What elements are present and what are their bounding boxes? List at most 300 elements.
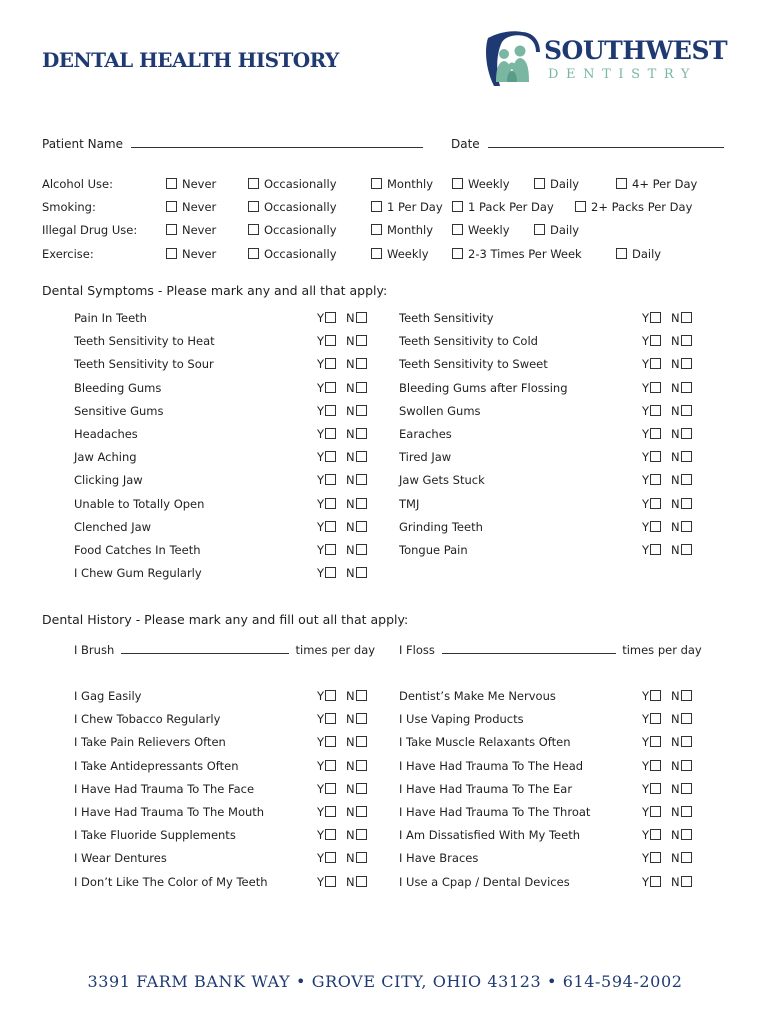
yes-no-pair <box>317 875 367 889</box>
no-checkbox[interactable] <box>681 760 692 771</box>
yes-label: Y <box>642 758 650 773</box>
yes-checkbox[interactable] <box>650 736 661 747</box>
no-checkbox[interactable] <box>681 852 692 863</box>
checkbox[interactable] <box>452 201 463 212</box>
logo-subtitle: DENTISTRY <box>548 67 698 82</box>
yes-label: Y <box>317 403 325 418</box>
symptoms-item: Bleeding Gums <box>74 380 162 395</box>
no-label: N <box>346 473 355 488</box>
yes-checkbox[interactable] <box>325 358 336 369</box>
floss-suffix: times per day <box>622 643 702 657</box>
yes-checkbox[interactable] <box>325 876 336 887</box>
habit-option[interactable] <box>166 177 216 191</box>
history-item: I Take Muscle Relaxants Often <box>399 735 571 750</box>
symptoms-item: Swollen Gums <box>399 403 481 418</box>
yes-no-pair <box>642 805 692 819</box>
no-checkbox[interactable] <box>681 544 692 555</box>
checkbox[interactable] <box>371 248 382 259</box>
history-item: I Use Vaping Products <box>399 712 524 727</box>
habit-option[interactable] <box>575 200 692 214</box>
habit-option[interactable] <box>371 177 433 191</box>
habit-option-label: Occasionally <box>264 223 337 237</box>
yes-checkbox[interactable] <box>325 474 336 485</box>
yes-label: Y <box>642 473 650 488</box>
yes-label: Y <box>317 543 325 557</box>
footer-address: 3391 FARM BANK WAY • GROVE CITY, OHIO 43123 • 614-594-2002 <box>87 972 683 991</box>
history-item: I Have Had Trauma To The Throat <box>399 805 591 819</box>
yes-label: Y <box>317 357 325 372</box>
no-label: N <box>346 496 355 511</box>
yes-checkbox[interactable] <box>650 358 661 369</box>
habit-option[interactable] <box>534 223 579 237</box>
checkbox[interactable] <box>534 178 545 189</box>
checkbox[interactable] <box>248 248 259 259</box>
no-checkbox[interactable] <box>681 690 692 701</box>
yes-no-pair <box>317 381 367 395</box>
habit-option[interactable] <box>371 200 443 214</box>
yes-no-pair <box>642 473 692 487</box>
tooth-family-icon <box>482 30 540 90</box>
yes-no-pair <box>642 381 692 395</box>
no-checkbox[interactable] <box>681 829 692 840</box>
yes-checkbox[interactable] <box>650 405 661 416</box>
yes-checkbox[interactable] <box>650 335 661 346</box>
symptoms-item: Headaches <box>74 427 138 441</box>
yes-no-pair <box>642 875 692 889</box>
no-label: N <box>671 450 680 465</box>
habit-option-label: Never <box>182 223 217 237</box>
no-label: N <box>346 357 355 372</box>
form-title: DENTAL HEALTH HISTORY <box>42 48 339 72</box>
habit-option[interactable] <box>248 247 337 261</box>
checkbox[interactable] <box>166 201 177 212</box>
yes-label: Y <box>642 712 650 727</box>
floss-label: I Floss <box>399 643 435 657</box>
no-label: N <box>671 311 680 325</box>
yes-no-pair <box>642 759 692 773</box>
history-item: I Am Dissatisfied With My Teeth <box>399 828 580 843</box>
symptoms-item: Clenched Jaw <box>74 519 152 534</box>
symptoms-item: Teeth Sensitivity to Sour <box>74 357 214 372</box>
yes-checkbox[interactable] <box>325 829 336 840</box>
logo-name: SOUTHWEST <box>544 36 728 65</box>
no-label: N <box>671 712 680 727</box>
checkbox[interactable] <box>534 224 545 235</box>
yes-no-pair <box>642 828 692 842</box>
yes-checkbox[interactable] <box>325 498 336 509</box>
yes-label: Y <box>317 758 325 773</box>
symptoms-item: Clicking Jaw <box>74 473 143 488</box>
yes-label: Y <box>642 311 650 325</box>
yes-no-pair <box>642 450 692 464</box>
yes-checkbox[interactable] <box>650 498 661 509</box>
habit-option[interactable] <box>616 247 661 261</box>
checkbox[interactable] <box>166 178 177 189</box>
yes-no-pair <box>642 851 692 865</box>
yes-label: Y <box>642 450 650 465</box>
no-checkbox[interactable] <box>356 521 367 532</box>
yes-no-pair <box>642 520 692 534</box>
no-label: N <box>346 712 355 727</box>
yes-label: Y <box>317 450 325 465</box>
yes-checkbox[interactable] <box>325 760 336 771</box>
symptoms-heading: Dental Symptoms - Please mark any and all that apply: <box>42 283 388 298</box>
no-checkbox[interactable] <box>681 428 692 439</box>
floss-field <box>399 643 702 657</box>
history-item: I Have Had Trauma To The Ear <box>399 781 573 796</box>
checkbox[interactable] <box>166 224 177 235</box>
brush-input[interactable] <box>121 653 289 654</box>
symptoms-item: Bleeding Gums after Flossing <box>399 380 568 395</box>
yes-no-pair <box>642 497 692 511</box>
no-checkbox[interactable] <box>356 428 367 439</box>
no-label: N <box>346 566 355 581</box>
yes-checkbox[interactable] <box>650 876 661 887</box>
yes-checkbox[interactable] <box>325 690 336 701</box>
history-item: I Chew Tobacco Regularly <box>74 712 221 727</box>
history-item: I Take Fluoride Supplements <box>74 828 236 843</box>
yes-no-pair <box>317 689 367 703</box>
no-label: N <box>671 496 680 511</box>
symptoms-item: I Chew Gum Regularly <box>74 566 202 581</box>
checkbox[interactable] <box>166 248 177 259</box>
yes-checkbox[interactable] <box>650 806 661 817</box>
yes-checkbox[interactable] <box>650 428 661 439</box>
yes-no-pair <box>642 404 692 418</box>
symptoms-item: Tongue Pain <box>399 543 468 557</box>
no-checkbox[interactable] <box>356 382 367 393</box>
yes-checkbox[interactable] <box>650 521 661 532</box>
yes-label: Y <box>317 735 325 750</box>
yes-checkbox[interactable] <box>650 829 661 840</box>
no-checkbox[interactable] <box>356 876 367 887</box>
no-checkbox[interactable] <box>681 335 692 346</box>
no-checkbox[interactable] <box>681 405 692 416</box>
checkbox[interactable] <box>452 224 463 235</box>
symptoms-item: TMJ <box>399 496 420 511</box>
habit-option-label: Daily <box>632 247 662 261</box>
habit-option-label: Occasionally <box>264 247 337 261</box>
checkbox[interactable] <box>248 201 259 212</box>
yes-label: Y <box>642 334 650 349</box>
habit-option-label: Weekly <box>468 177 510 191</box>
yes-checkbox[interactable] <box>325 312 336 323</box>
checkbox[interactable] <box>371 224 382 235</box>
yes-no-pair <box>642 311 692 325</box>
no-checkbox[interactable] <box>356 852 367 863</box>
habit-option-label: Occasionally <box>264 200 337 214</box>
habit-option[interactable] <box>452 247 582 261</box>
no-checkbox[interactable] <box>356 451 367 462</box>
yes-no-pair <box>317 543 367 557</box>
no-label: N <box>671 334 680 349</box>
no-checkbox[interactable] <box>356 312 367 323</box>
no-label: N <box>671 828 680 843</box>
yes-no-pair <box>317 497 367 511</box>
yes-checkbox[interactable] <box>325 382 336 393</box>
yes-checkbox[interactable] <box>325 852 336 863</box>
symptoms-item: Unable to Totally Open <box>74 496 205 511</box>
no-checkbox[interactable] <box>356 544 367 555</box>
no-label: N <box>346 311 355 325</box>
no-label: N <box>346 543 355 557</box>
yes-no-pair <box>317 851 367 865</box>
history-item: I Use a Cpap / Dental Devices <box>399 874 570 889</box>
habit-option[interactable] <box>452 177 510 191</box>
yes-label: Y <box>317 311 325 325</box>
yes-checkbox[interactable] <box>325 544 336 555</box>
no-checkbox[interactable] <box>681 736 692 747</box>
no-checkbox[interactable] <box>356 690 367 701</box>
yes-no-pair <box>317 357 367 371</box>
yes-label: Y <box>642 427 650 441</box>
history-item: I Have Had Trauma To The Face <box>74 781 255 796</box>
history-item: I Have Had Trauma To The Head <box>399 758 584 773</box>
yes-no-pair <box>317 566 367 580</box>
habit-option[interactable] <box>534 177 579 191</box>
yes-label: Y <box>642 403 650 418</box>
yes-no-pair <box>317 759 367 773</box>
symptoms-item: Jaw Gets Stuck <box>399 473 485 488</box>
yes-label: Y <box>642 496 650 511</box>
symptoms-item: Earaches <box>399 427 452 441</box>
checkbox[interactable] <box>452 178 463 189</box>
history-item: I Have Had Trauma To The Mouth <box>74 805 265 819</box>
no-checkbox[interactable] <box>681 806 692 817</box>
yes-checkbox[interactable] <box>650 312 661 323</box>
habit-option[interactable] <box>371 247 429 261</box>
no-checkbox[interactable] <box>356 405 367 416</box>
no-label: N <box>671 735 680 750</box>
yes-label: Y <box>317 712 325 727</box>
habit-option[interactable] <box>166 200 216 214</box>
habit-option-label: Never <box>182 247 217 261</box>
habit-option[interactable] <box>248 223 337 237</box>
habit-option[interactable] <box>248 200 337 214</box>
yes-no-pair <box>317 735 367 749</box>
brush-field <box>74 643 375 657</box>
yes-checkbox[interactable] <box>650 474 661 485</box>
yes-label: Y <box>317 380 325 395</box>
yes-label: Y <box>317 519 325 534</box>
yes-no-pair <box>317 311 367 325</box>
habit-option-label: 1 Per Day <box>387 200 443 214</box>
yes-checkbox[interactable] <box>325 736 336 747</box>
no-label: N <box>671 805 680 819</box>
symptoms-item: Teeth Sensitivity to Heat <box>74 334 215 349</box>
no-label: N <box>671 874 680 889</box>
habit-label: Smoking: <box>42 200 96 214</box>
yes-checkbox[interactable] <box>325 806 336 817</box>
habit-option-label: Monthly <box>387 223 434 237</box>
brush-label: I Brush <box>74 643 115 657</box>
symptoms-item: Pain In Teeth <box>74 311 147 325</box>
yes-no-pair <box>317 450 367 464</box>
history-item: I Take Pain Relievers Often <box>74 735 226 750</box>
floss-input[interactable] <box>442 653 616 654</box>
checkbox[interactable] <box>452 248 463 259</box>
date-label: Date <box>451 137 480 151</box>
yes-checkbox[interactable] <box>325 428 336 439</box>
no-label: N <box>346 874 355 889</box>
no-label: N <box>346 450 355 465</box>
checkbox[interactable] <box>616 178 627 189</box>
yes-checkbox[interactable] <box>325 451 336 462</box>
no-label: N <box>671 473 680 488</box>
yes-label: Y <box>317 473 325 488</box>
no-checkbox[interactable] <box>681 713 692 724</box>
habit-label: Illegal Drug Use: <box>42 223 138 237</box>
brush-suffix: times per day <box>295 643 376 657</box>
habit-label: Alcohol Use: <box>42 177 113 191</box>
habit-option-label: Never <box>182 177 217 191</box>
no-checkbox[interactable] <box>356 829 367 840</box>
no-label: N <box>671 543 680 557</box>
no-label: N <box>346 735 355 750</box>
symptoms-item: Teeth Sensitivity <box>399 311 494 325</box>
checkbox[interactable] <box>616 248 627 259</box>
no-checkbox[interactable] <box>356 358 367 369</box>
no-label: N <box>346 689 355 703</box>
yes-no-pair <box>642 782 692 796</box>
no-checkbox[interactable] <box>356 474 367 485</box>
yes-label: Y <box>642 851 650 866</box>
yes-checkbox[interactable] <box>325 405 336 416</box>
patient-name-field <box>42 137 423 151</box>
yes-label: Y <box>642 874 650 889</box>
checkbox[interactable] <box>371 201 382 212</box>
checkbox[interactable] <box>248 224 259 235</box>
yes-checkbox[interactable] <box>650 760 661 771</box>
history-item: I Wear Dentures <box>74 851 167 866</box>
symptoms-item: Food Catches In Teeth <box>74 543 201 557</box>
no-checkbox[interactable] <box>356 713 367 724</box>
no-label: N <box>671 758 680 773</box>
no-checkbox[interactable] <box>681 521 692 532</box>
yes-no-pair <box>317 828 367 842</box>
symptoms-item: Jaw Aching <box>74 450 137 465</box>
yes-no-pair <box>317 427 367 441</box>
no-checkbox[interactable] <box>356 783 367 794</box>
habit-option[interactable] <box>166 223 216 237</box>
habit-option[interactable] <box>452 200 554 214</box>
yes-checkbox[interactable] <box>325 521 336 532</box>
yes-label: Y <box>642 781 650 796</box>
yes-checkbox[interactable] <box>325 713 336 724</box>
yes-checkbox[interactable] <box>650 783 661 794</box>
no-label: N <box>346 380 355 395</box>
southwest-dentistry-logo <box>482 30 728 90</box>
yes-label: Y <box>317 427 325 441</box>
no-label: N <box>346 758 355 773</box>
symptoms-item: Teeth Sensitivity to Cold <box>399 334 538 349</box>
no-checkbox[interactable] <box>681 451 692 462</box>
no-checkbox[interactable] <box>681 498 692 509</box>
no-checkbox[interactable] <box>681 382 692 393</box>
no-checkbox[interactable] <box>356 567 367 578</box>
no-checkbox[interactable] <box>356 806 367 817</box>
no-label: N <box>346 334 355 349</box>
habit-option-label: 2+ Packs Per Day <box>591 200 693 214</box>
no-checkbox[interactable] <box>356 736 367 747</box>
habit-option[interactable] <box>248 177 337 191</box>
yes-no-pair <box>642 543 692 557</box>
history-item: I Gag Easily <box>74 689 142 703</box>
no-checkbox[interactable] <box>681 783 692 794</box>
no-checkbox[interactable] <box>356 335 367 346</box>
yes-checkbox[interactable] <box>650 713 661 724</box>
habit-label: Exercise: <box>42 247 94 261</box>
yes-checkbox[interactable] <box>650 690 661 701</box>
habit-option[interactable] <box>616 177 697 191</box>
yes-checkbox[interactable] <box>650 382 661 393</box>
yes-no-pair <box>317 404 367 418</box>
yes-label: Y <box>642 735 650 750</box>
symptoms-item: Sensitive Gums <box>74 403 164 418</box>
yes-checkbox[interactable] <box>325 335 336 346</box>
yes-checkbox[interactable] <box>325 567 336 578</box>
habit-option-label: Weekly <box>468 223 510 237</box>
no-checkbox[interactable] <box>681 474 692 485</box>
habit-option-label: Monthly <box>387 177 434 191</box>
yes-label: Y <box>317 689 325 703</box>
symptoms-item: Tired Jaw <box>399 450 452 465</box>
symptoms-item: Grinding Teeth <box>399 519 483 534</box>
yes-no-pair <box>642 735 692 749</box>
no-checkbox[interactable] <box>681 358 692 369</box>
no-checkbox[interactable] <box>681 876 692 887</box>
history-item: I Take Antidepressants Often <box>74 758 239 773</box>
checkbox[interactable] <box>371 178 382 189</box>
yes-label: Y <box>317 874 325 889</box>
habit-option[interactable] <box>452 223 510 237</box>
yes-checkbox[interactable] <box>650 451 661 462</box>
no-label: N <box>346 805 355 819</box>
yes-label: Y <box>317 781 325 796</box>
habit-option-label: Weekly <box>387 247 429 261</box>
yes-no-pair <box>642 334 692 348</box>
yes-checkbox[interactable] <box>650 852 661 863</box>
no-label: N <box>671 357 680 372</box>
habit-option[interactable] <box>371 223 433 237</box>
yes-no-pair <box>317 805 367 819</box>
no-label: N <box>346 851 355 866</box>
habit-option-label: 1 Pack Per Day <box>468 200 554 214</box>
history-heading: Dental History - Please mark any and fill out all that apply: <box>42 612 409 627</box>
no-label: N <box>671 851 680 866</box>
yes-label: Y <box>642 519 650 534</box>
yes-checkbox[interactable] <box>325 783 336 794</box>
yes-label: Y <box>642 805 650 819</box>
no-checkbox[interactable] <box>356 760 367 771</box>
yes-no-pair <box>317 520 367 534</box>
no-label: N <box>671 403 680 418</box>
date-field <box>451 137 724 151</box>
checkbox[interactable] <box>248 178 259 189</box>
checkbox[interactable] <box>575 201 586 212</box>
yes-label: Y <box>642 689 650 703</box>
patient-name-input[interactable] <box>131 147 423 148</box>
symptoms-item: Teeth Sensitivity to Sweet <box>399 357 548 372</box>
habit-option[interactable] <box>166 247 216 261</box>
yes-checkbox[interactable] <box>650 544 661 555</box>
no-checkbox[interactable] <box>356 498 367 509</box>
yes-label: Y <box>317 566 325 581</box>
date-input[interactable] <box>488 147 724 148</box>
no-checkbox[interactable] <box>681 312 692 323</box>
yes-no-pair <box>642 357 692 371</box>
yes-no-pair <box>317 334 367 348</box>
